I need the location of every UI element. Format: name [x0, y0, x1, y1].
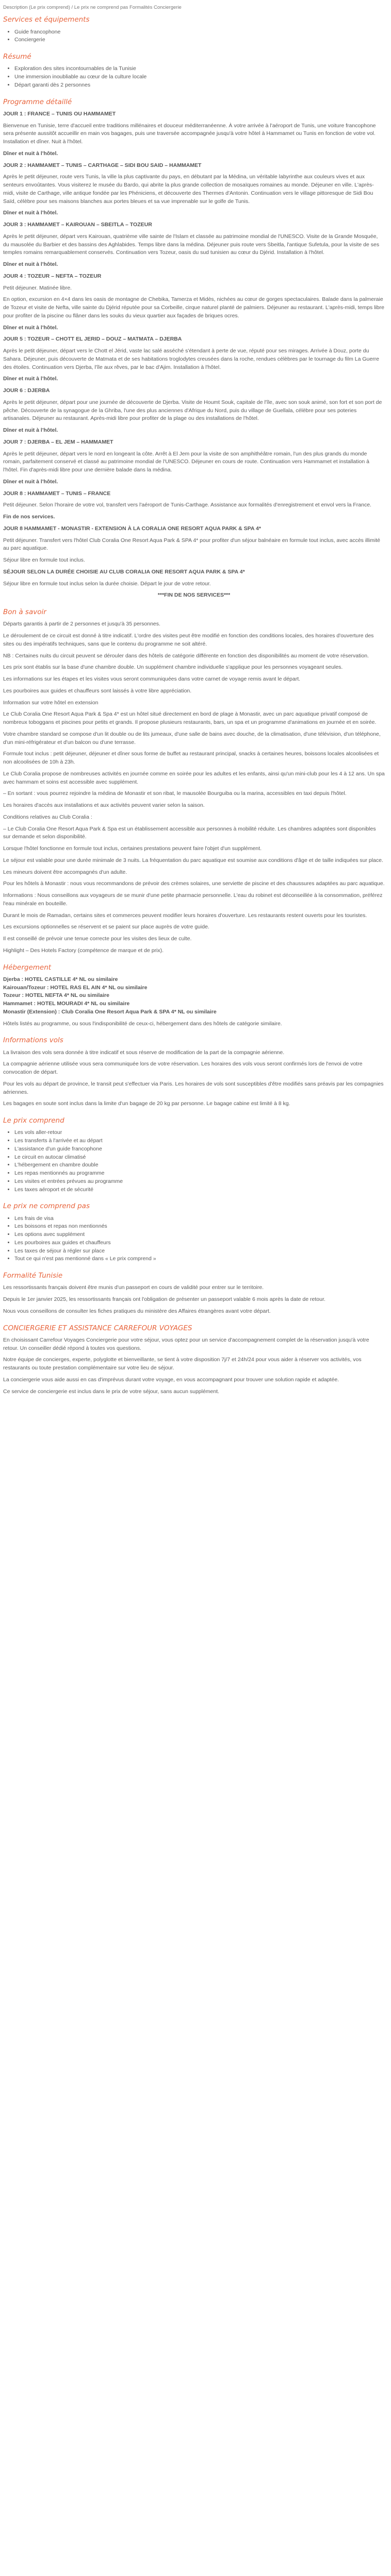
bon-paragraph: Pour les hôtels à Monastir : nous vous recommandons de prévoir des crèmes solaires, une serviette de piscine et des chaussures adaptées au parc aquatique. [3, 880, 385, 887]
day-paragraph: Petit déjeuner. Selon l'horaire de votre vol, transfert vers l'aéroport de Tunis-Carthage. Assistance aux formalités d'enregistrement et envol vers la France. [3, 502, 371, 509]
list-item: • Exploration des sites incontournables de la Tunisie [14, 65, 385, 73]
day-paragraph: Après le petit déjeuner, départ vers Kairouan, quatrième ville sainte de l'Islam et classée au patrimoine mondial de l'UNESCO. Visite de la Grande Mosquée, du mausolée du Barbier et des bassins des Aghlabides. Temps libre dans la médina. Déjeuner puis route vers Sbeitla, l'antique Sufetula, pour la visite de ses temples romains remarquablement conservés. Continuation vers Tozeur, oasis du sud tunisien au cœur du Djérid. Installation à l'hôtel. [3, 233, 380, 256]
day-block [3, 335, 385, 383]
bon-paragraph: Votre chambre standard se compose d'un lit double ou de lits jumeaux, d'une salle de bains avec douche, de la climatisation, d'une télévision, d'un téléphone, d'un mini-réfrigérateur et d'un balcon ou d'une terrasse. [3, 731, 381, 745]
bon-body [3, 620, 385, 955]
programme-days [3, 110, 385, 521]
day-title: JOUR 4 : TOZEUR – NEFTA – TOZEUR [3, 273, 102, 279]
hotel-item: Hammamet : HOTEL MOURADI 4* NL ou similaire [3, 1001, 130, 1007]
list-item: • Les taxes aéroport et de sécurité [14, 1186, 385, 1194]
bon-paragraph: Lorsque l'hôtel fonctionne en formule tout inclus, certaines prestations peuvent faire l'objet d'un supplément. [3, 845, 262, 852]
bon-paragraph: Highlight – Des Hotels Factory (compétence de marque et de prix). [3, 947, 164, 954]
list-item: • Départ garanti dès 2 personnes [14, 81, 385, 90]
bon-paragraph: Le séjour est valable pour une durée minimale de 3 nuits. La fréquentation du parc aquatique est soumise aux conditions d'âge et de taille indiquées sur place. [3, 857, 383, 863]
list-item: • Les frais de visa [14, 1215, 385, 1223]
bon-paragraph: Départs garantis à partir de 2 personnes et jusqu'à 35 personnes. [3, 621, 160, 628]
list-item: • Une immersion inoubliable au cœur de la culture locale [14, 73, 385, 81]
vols-paragraph: La livraison des vols sera donnée à titre indicatif et sous réserve de modification de la part de la compagnie aérienne. [3, 1049, 285, 1056]
pass-section [3, 525, 385, 600]
day-title: JOUR 1 : FRANCE – TUNIS OU HAMMAMET [3, 110, 116, 117]
vols-paragraph: Pour les vols au départ de province, le transit peut s'effectuer via Paris. Les horaires de vols sont susceptibles d'être modifiés sans préavis par les compagnies aériennes. [3, 1080, 384, 1095]
pass-paragraph: Séjour libre en formule tout inclus. [3, 557, 85, 563]
bon-paragraph: – En sortant : vous pourrez rejoindre la médina de Monastir et son ribat, le mausolée Bourguiba ou la marina, accessibles en taxi depuis l'hôtel. [3, 790, 347, 797]
list-item: • Guide francophone [14, 28, 385, 37]
day-block [3, 490, 385, 521]
bon-paragraph: Le déroulement de ce circuit est donné à titre indicatif. L'ordre des visites peut être modifié en fonction des conditions locales, des horaires d'ouverture des sites ou des impératifs techniques, sans que le contenu du programme ne soit altéré. [3, 633, 374, 647]
formalites-body [3, 1284, 385, 1315]
hotel-item: Djerba : HOTEL CASTILLE 4* NL ou similaire [3, 976, 118, 982]
bon-paragraph: Durant le mois de Ramadan, certains sites et commerces peuvent modifier leurs horaires d'ouverture. Les restaurants restent ouverts pour les touristes. [3, 912, 367, 919]
day-title: JOUR 7 : DJERBA – EL JEM – HAMMAMET [3, 438, 113, 445]
day-paragraph: Après le petit déjeuner, départ pour une journée de découverte de Djerba. Visite de Houmt Souk, capitale de l'île, avec son souk animé, son fort et son port de pêche. Découverte de la synagogue de la Ghriba, l'une des plus anciennes d'Afrique du Nord, puis du village de Guellala, célèbre pour ses poteries artisanales. Déjeuner au restaurant. Après-midi libre pour profiter de la plage ou des installations de l'hôtel. [3, 399, 382, 422]
comprend-heading: Le prix comprend [3, 1116, 64, 1125]
pass-end: ***FIN DE NOS SERVICES*** [157, 592, 231, 599]
day-paragraph: Après le petit déjeuner, départ vers le Chott el Jérid, vaste lac salé asséché s'étendant à perte de vue, réputé pour ses mirages. Arrivée à Douz, porte du Sahara. Déjeuner, puis découverte de Matmata et de ses habitations troglodytes creusées dans la roche, rendues célèbres par le tournage du film La Guerre des étoiles. Continuation vers Djerba, l'île aux rêves, par le bac d'Ajim. Installation à l'hôtel. [3, 348, 380, 370]
bon-paragraph: Information sur votre hôtel en extension [3, 699, 99, 706]
vols-body [3, 1049, 385, 1109]
list-item: • Les repas mentionnés au programme [14, 1170, 385, 1178]
day-block [3, 221, 385, 269]
day-block [3, 438, 385, 486]
bon-paragraph: Formule tout inclus : petit déjeuner, déjeuner et dîner sous forme de buffet au restaurant principal, snacks à certaines heures, boissons locales alcoolisées et non alcoolisées de 10h à 23h. [3, 751, 379, 765]
hotel-item: Tozeur : HOTEL NEFTA 4* NL ou similaire [3, 992, 109, 999]
day-block [3, 162, 385, 218]
day-paragraph: Bienvenue en Tunisie, terre d'accueil entre traditions millénaires et douceur méditerranéenne. À votre arrivée à l'aéroport de Tunis, une voiture francophone sera présente aussitôt accueillir en main vos bagages, puis une traversée accompagnée jusqu'à votre hôtel à Hammamet ou Tunis en fonction de votre vol. Installation et dîner. Nuit à l'hôtel. [3, 122, 376, 145]
day-block [3, 110, 385, 158]
bon-heading: Bon à savoir [3, 608, 46, 616]
day-paragraph: En option, excursion en 4×4 dans les oasis de montagne de Chebika, Tamerza et Midès, nichées au cœur de gorges spectaculaires. Balade dans la palmeraie de Tozeur et visite de Nefta, ville sainte du Djérid réputée pour sa Corbeille, cirque naturel planté de palmiers. Déjeuner au restaurant. L'après-midi, temps libre pour profiter de la piscine ou flâner dans les souks du vieux quartier aux façades de briques ocres. [3, 296, 384, 319]
pass-note-2: Séjour libre en formule tout inclus selon la durée choisie. Départ le jour de votre retour. [3, 580, 211, 587]
day-paragraph: Petit déjeuner. Matinée libre. [3, 284, 72, 291]
concierge-paragraph: Notre équipe de concierges, experte, polyglotte et bienveillante, se tient à votre disposition 7j/7 et 24h/24 pour vous aider à réserver vos activités, vos restaurants ou toute prestation complémentaire sur votre lieu de séjour. [3, 1357, 362, 1371]
hotel-item: Kairouan/Tozeur : HOTEL RAS EL AIN 4* NL ou similaire [3, 984, 148, 991]
formalites-paragraph: Les ressortissants français doivent être munis d'un passeport en cours de validité pour entrer sur le territoire. [3, 1284, 264, 1291]
pass-note: SÉJOUR SELON LA DURÉE CHOISIE AU CLUB CORALIA ONE RESORT AQUA PARK & SPA 4* [3, 568, 245, 575]
concierge-heading: CONCIERGERIE ET ASSISTANCE CARREFOUR VOYAGES [3, 1324, 192, 1332]
list-item: • L'assistance d'un guide francophone [14, 1145, 385, 1154]
bon-paragraph: Les excursions optionnelles se réservent et se paient sur place auprès de votre guide. [3, 924, 209, 930]
bon-paragraph: – Le Club Coralia One Resort Aqua Park & Spa est un établissement accessible aux personnes à mobilité réduite. Les chambres adaptées sont disponibles sur demande et selon disponibilité. [3, 825, 376, 840]
vols-heading: Informations vols [3, 1036, 63, 1045]
hotel-item: Monastir (Extension) : Club Coralia One Resort Aqua Park & SPA 4* NL ou similaire [3, 1008, 217, 1015]
formalites-paragraph: Depuis le 1er janvier 2025, les ressortissants français ont l'obligation de présenter un passeport valable 6 mois après la date de retour. [3, 1296, 325, 1302]
bon-paragraph: Les horaires d'accès aux installations et aux activités peuvent varier selon la saison. [3, 802, 205, 808]
hebergement-heading: Hébergement [3, 963, 52, 972]
day-paragraph: Dîner et nuit à l'hôtel. [3, 478, 58, 485]
list-item: • Les visites et entrées prévues au programme [14, 1178, 385, 1186]
day-paragraph: Fin de nos services. [3, 514, 55, 520]
resume-list [3, 65, 385, 89]
bon-paragraph: NB : Certaines nuits du circuit peuvent se dérouler dans des hôtels de catégorie différente en fonction des disponibilités au moment de votre réservation. [3, 652, 369, 659]
day-block [3, 387, 385, 435]
bon-paragraph: Le Club Coralia propose de nombreuses activités en journée comme en soirée pour les adultes et les enfants, ainsi qu'un mini-club pour les 4 à 12 ans. Un spa avec hammam et soins est accessible avec supplément. [3, 770, 385, 785]
list-item: • Les pourboires aux guides et chauffeurs [14, 1239, 385, 1247]
day-paragraph: Dîner et nuit à l'hôtel. [3, 427, 58, 433]
list-item: • Les boissons et repas non mentionnés [14, 1223, 385, 1231]
day-title: JOUR 8 : HAMMAMET – TUNIS – FRANCE [3, 490, 111, 497]
bon-paragraph: Les pourboires aux guides et chauffeurs sont laissés à votre libre appréciation. [3, 687, 192, 694]
bon-paragraph: Le Club Coralia One Resort Aqua Park & Spa 4* est un hôtel situé directement en bord de plage à Monastir, avec un parc aquatique privatif composé de nombreux toboggans et piscines pour petits et grands. Il propose plusieurs restaurants, bars, un spa et un programme d'animations en journée et en soirée. [3, 711, 377, 725]
hebergement-note: Hôtels listés au programme, ou sous l'indisponibilité de ceux-ci, hébergement dans des hôtels de catégorie similaire. [3, 1020, 282, 1027]
formalites-paragraph: Nous vous conseillons de consulter les fiches pratiques du ministère des Affaires étrangères avant votre départ. [3, 1308, 271, 1314]
vols-paragraph: La compagnie aérienne utilisée vous sera communiquée lors de votre réservation. Les horaires des vols vous seront confirmés lors de l'envoi de votre convocation de départ. [3, 1061, 363, 1075]
list-item: • Les transferts à l'arrivée et au départ [14, 1137, 385, 1145]
bon-paragraph: Les informations sur les étapes et les visites vous seront communiquées dans votre carnet de voyage remis avant le départ. [3, 676, 301, 682]
concierge-paragraph: La conciergerie vous aide aussi en cas d'imprévus durant votre voyage, en vous accompagnant pour trouver une solution rapide et adaptée. [3, 1376, 339, 1383]
pass-paragraph: Petit déjeuner. Transfert vers l'hôtel Club Coralia One Resort Aqua Park & SPA 4* pour profiter d'un séjour balnéaire en formule tout inclus, avec accès illimité au parc aquatique. [3, 537, 381, 552]
necomprend-heading: Le prix ne comprend pas [3, 1202, 90, 1211]
vols-paragraph: Les bagages en soute sont inclus dans la limite d'un bagage de 20 kg par personne. Le bagage cabine est limité à 8 kg. [3, 1100, 290, 1107]
day-paragraph: Après le petit déjeuner, départ vers le nord en longeant la côte. Arrêt à El Jem pour la visite de son amphithéâtre romain, l'un des plus grands du monde romain, parfaitement conservé et classé au patrimoine mondial de l'UNESCO. Déjeuner en cours de route. Continuation vers Hammamet et installation à l'hôtel. Fin d'après-midi libre pour une dernière balade dans la médina. [3, 450, 369, 473]
bon-paragraph: Il est conseillé de prévoir une tenue correcte pour les visites des lieux de culte. [3, 936, 192, 942]
day-paragraph: Après le petit déjeuner, route vers Tunis, la ville la plus captivante du pays, en débutant par la Médina, un véritable labyrinthe aux couleurs vives et aux senteurs envoûtantes. Vous visiterez le musée du Bardo, qui abrite la plus grande collection de mosaïques romaines au monde. Déjeuner en ville. L'après-midi, visite de Carthage, ville antique fondée par les Phéniciens, et découverte des Thermes d'Antonin. Continuation vers le village pittoresque de Sidi Bou Saïd, célèbre pour ses maisons blanches aux portes bleues et sa vue imprenable sur le golfe de Tunis. [3, 174, 374, 205]
bon-paragraph: Les mineurs doivent être accompagnés d'un adulte. [3, 869, 127, 875]
day-paragraph: Dîner et nuit à l'hôtel. [3, 261, 58, 267]
list-item: • Le circuit en autocar climatisé [14, 1154, 385, 1162]
resume-heading: Résumé [3, 53, 31, 61]
necomprend-list [3, 1215, 385, 1264]
day-paragraph: Dîner et nuit à l'hôtel. [3, 324, 58, 331]
hebergement-list [3, 976, 385, 1028]
programme-heading: Programme détaillé [3, 97, 72, 106]
list-item: • Conciergerie [14, 36, 385, 44]
bon-paragraph: Conditions relatives au Club Coralia : [3, 814, 92, 820]
day-paragraph: Dîner et nuit à l'hôtel. [3, 150, 58, 157]
day-title: JOUR 2 : HAMMAMET – TUNIS – CARTHAGE – SIDI BOU SAID – HAMMAMET [3, 162, 202, 168]
day-title: JOUR 6 : DJERBA [3, 387, 50, 394]
comprend-list [3, 1129, 385, 1194]
day-title: JOUR 5 : TOZEUR – CHOTT EL JERID – DOUZ – MATMATA – DJERBA [3, 336, 182, 343]
bon-paragraph: Les prix sont établis sur la base d'une chambre double. Un supplément chambre individuelle s'applique pour les personnes voyageant seules. [3, 664, 343, 671]
intro-line: Description (Le prix comprend) / Le prix ne comprend pas Formalités Conciergerie [3, 5, 182, 10]
list-item: • Les taxes de séjour à régler sur place [14, 1247, 385, 1256]
pass-title: JOUR 8 HAMMAMET - MONASTIR - EXTENSION À LA CORALIA ONE RESORT AQUA PARK & SPA 4* [3, 525, 261, 532]
bon-paragraph: Informations : Nous conseillons aux voyageurs de se munir d'une petite pharmacie personnelle. L'eau du robinet est déconseillée à la consommation, préférez l'eau minérale en bouteille. [3, 892, 383, 907]
list-item: • Les vols aller-retour [14, 1129, 385, 1137]
day-title: JOUR 3 : HAMMAMET – KAIROUAN – SBEITLA – TOZEUR [3, 222, 152, 228]
concierge-paragraph: Ce service de conciergerie est inclus dans le prix de votre séjour, sans aucun supplément. [3, 1388, 220, 1395]
list-item: • Tout ce qui n'est pas mentionné dans « Le prix comprend » [14, 1255, 385, 1263]
day-block [3, 273, 385, 332]
day-paragraph: Dîner et nuit à l'hôtel. [3, 376, 58, 382]
services-heading: Services et équipements [3, 15, 90, 24]
list-item: • L'hébergement en chambre double [14, 1161, 385, 1170]
concierge-body [3, 1336, 385, 1396]
services-list [3, 28, 385, 45]
day-paragraph: Dîner et nuit à l'hôtel. [3, 210, 58, 216]
formalites-heading: Formalité Tunisie [3, 1272, 63, 1280]
list-item: • Les options avec supplément [14, 1231, 385, 1239]
concierge-paragraph: En choisissant Carrefour Voyages Conciergerie pour votre séjour, vous optez pour un service d'accompagnement complet de la réservation jusqu'à votre retour. Un conseiller dédié répond à toutes vos questions. [3, 1336, 369, 1351]
